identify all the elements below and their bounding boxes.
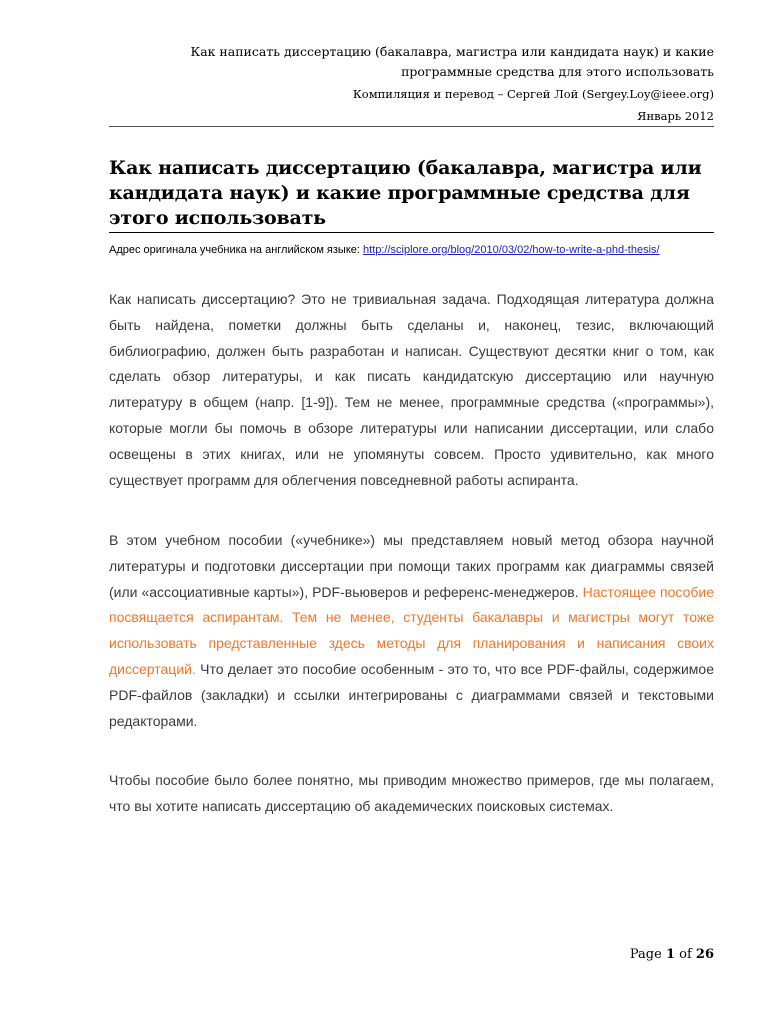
page-of: of [675,947,696,962]
paragraph-2-highlight: Настоящее пособие посвящается аспирантам. Тем не менее, студенты бакалавры и магистры могут тоже использовать представленные здесь методы для планирования и написания своих диссертаций. [109,583,714,677]
header-title: Как написать диссертацию (бакалавра, магистра или кандидата наук) и какие программные средства для этого использовать [190,44,714,79]
page-prefix: Page [629,947,666,962]
page-header [100,42,714,126]
page-footer [480,945,714,965]
paragraph-2-start: В этом учебном пособии («учебнике») мы представляем новый метод обзора научной литературы и подготовки диссертации при помощи таких программ как диаграммы связей (или «ассоциативные карты»), PDF-вьюверов и референс-менеджеров. [109,532,714,600]
header-divider [109,126,714,127]
source-link[interactable]: http://sciplore.org/blog/2010/03/02/how-to-write-a-phd-thesis/ [363,244,660,256]
header-author: Компиляция и перевод – Сергей Лой (Sergey.Loy@ieee.org) [352,87,714,101]
paragraph-2-end: Что делает это пособие особенным - это то, что все PDF-файлы, содержимое PDF-файлов (закладки) и ссылки интегрированы с диаграммами связей и текстовыми редакторами. [109,660,714,729]
paragraph-1: Как написать диссертацию? Это не тривиальная задача. Подходящая литература должна быть найдена, пометки должны быть сделаны и, наконец, тезис, включающий библиографию, должен быть разработан и написан. Существуют десятки книг о том, как сделать обзор литературы, и как писать кандидатскую диссертацию или научную литературу в общем (напр. [1-9]). Тем не менее, программные средства («программы»), которые могли бы помочь в обзоре литературы или написании диссертации, или слабо освещены в этих книгах, или не упомянуты совсем. Просто удивительно, как много существует программ для облегчения повседневной работы аспиранта. [109,291,714,488]
source-label: Адрес оригинала учебника на английском языке: [109,244,360,256]
paragraph-3: Чтобы пособие было более понятно, мы приводим множество примеров, где мы полагаем, что вы хотите написать диссертацию об академических поисковых системах. [109,772,714,814]
title-underline [109,232,714,233]
source-line [109,242,729,258]
header-date: Январь 2012 [637,109,714,123]
page-current: 1 [665,947,675,962]
page-total: 26 [695,947,714,962]
paragraph-2 [109,528,714,734]
document-title: Как написать диссертацию (бакалавра, магистра или кандидата наук) и какие программные средства для этого использовать [109,157,702,229]
